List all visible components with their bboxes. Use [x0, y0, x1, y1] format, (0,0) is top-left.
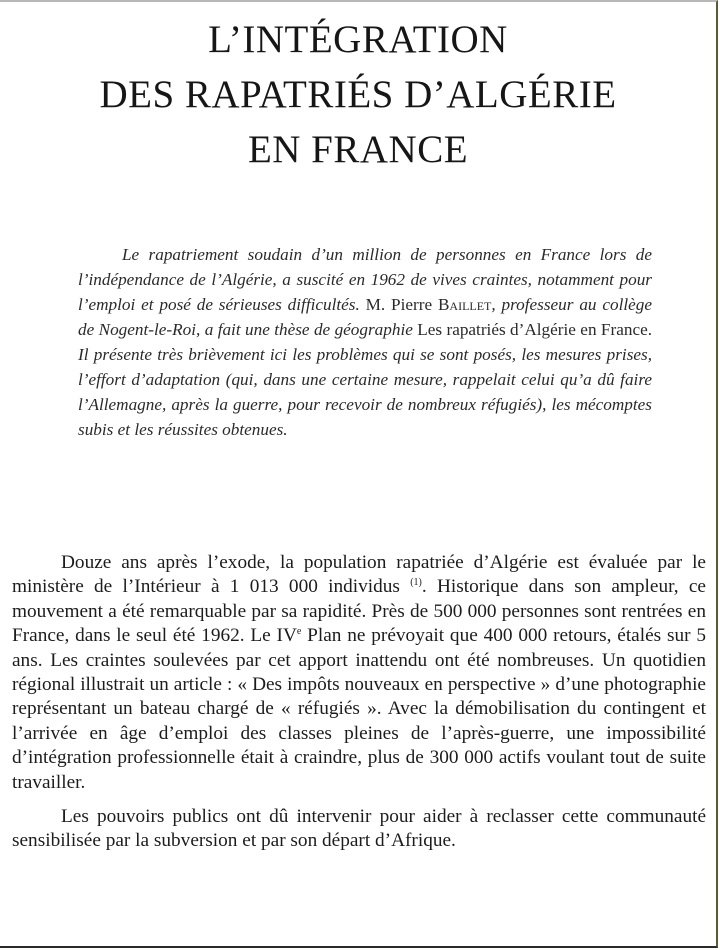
intro-text-2: , professeur au collège de Nogent-le-Roi, a fait une thèse de géographie [78, 295, 652, 339]
title-line-1: L’INTÉGRATION [208, 18, 508, 61]
article-body [12, 551, 706, 864]
body-paragraph-2: Les pouvoirs publics ont dû intervenir pour aider à reclasser cette communauté sensibilisée par la subversion et par son départ d’Afrique. [12, 806, 706, 852]
intro-text-1: Le rapatriement soudain d’un million de personnes en France lors de l’indépendance de l’Algérie, a suscité en 1962 de vives craintes, notamment pour l’emploi et posé de sérieuses difficultés. [78, 245, 652, 314]
title-line-3: EN FRANCE [247, 128, 469, 171]
p1-text-b: . Historique dans son ampleur, ce mouvement a été remarquable par sa rapidité. Près de 500 000 personnes sont rentrées en France, dans le seul été 1962. Le IV [12, 576, 706, 647]
title-line-2: DES RAPATRIÉS D’ALGÉRIE [99, 73, 617, 116]
author-name: Baillet [437, 295, 492, 314]
body-paragraph-1 [12, 551, 706, 795]
intro-text-3: Il présente très brièvement ici les problèmes qui se sont posés, les mesures prises, l’effort d’adaptation (qui, dans une certaine mesure, rappelait celui qu’a dû faire l’Allemagne, après la guerre, pour recevoir de nombreux réfugiés), les mécomptes subis et les réussites obtenues. [78, 345, 652, 439]
ordinal-superscript: e [296, 626, 302, 638]
article-title [0, 12, 716, 177]
footnote-reference: (1) [410, 577, 422, 589]
intro-paragraph [78, 242, 652, 442]
author-prefix: M. Pierre [365, 295, 438, 314]
thesis-title: Les rapatriés d’Algérie en France. [417, 320, 652, 339]
p1-text-c: Plan ne prévoyait que 400 000 retours, étalés sur 5 ans. Les craintes soulevées par cet apport inattendu ont été nombreuses. Un quotidien régional illustrait un article : « Des impôts nouveaux en perspective » d’une photographie représentant un bateau chargé de « réfugiés ». Avec la démobilisation du contingent et l’arrivée en âge d’emploi des classes pleines de l’après-guerre, une impossibilité d’intégration professionnelle était à craindre, plus de 300 000 actifs voulant tout de suite travailler. [12, 625, 706, 793]
p1-text-a: Douze ans après l’exode, la population rapatriée d’Algérie est évaluée par le ministère de l’Intérieur à 1 013 000 individus [12, 552, 706, 598]
